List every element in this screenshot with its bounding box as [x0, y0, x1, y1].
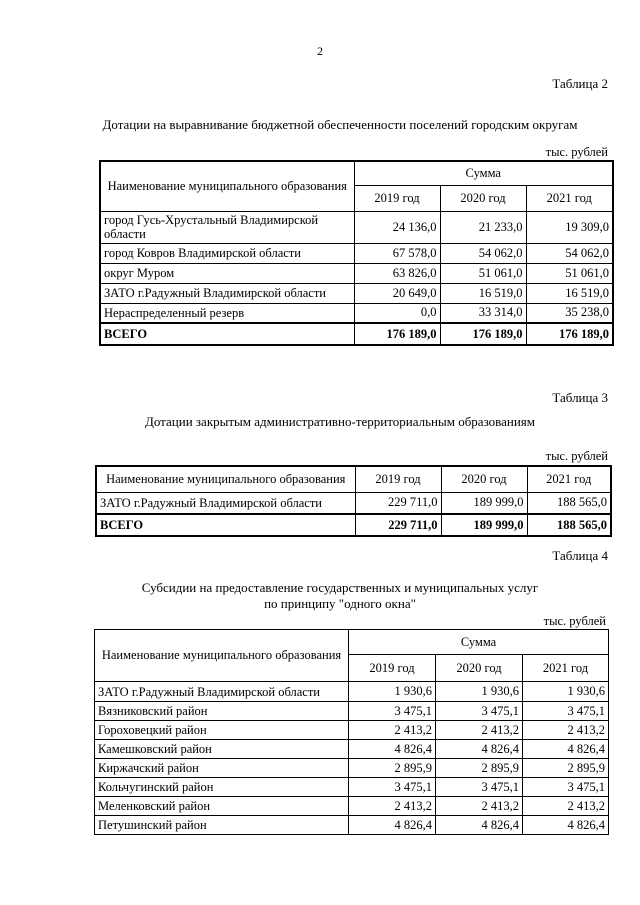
cell-value: 3 475,1 [523, 778, 609, 797]
table-row [96, 492, 611, 514]
table-2-head-sum: Сумма [354, 161, 613, 185]
cell-value: 33 314,0 [440, 303, 526, 323]
table-row [100, 211, 613, 243]
table-2-unit: тыс. рублей [545, 145, 608, 159]
cell-value: 24 136,0 [354, 211, 440, 243]
table-row [95, 740, 609, 759]
table-3-year: 2021 год [527, 466, 611, 492]
table-4-year: 2019 год [349, 655, 436, 682]
row-name: Нераспределенный резерв [100, 303, 354, 323]
row-name: Гороховецкий район [95, 721, 349, 740]
cell-value: 4 826,4 [523, 816, 609, 835]
table-4-title-line-1: Субсидии на предоставление государственных и муниципальных услуг [141, 580, 539, 595]
cell-value: 54 062,0 [440, 243, 526, 263]
cell-value: 54 062,0 [526, 243, 613, 263]
cell-value: 19 309,0 [526, 211, 613, 243]
table-3-title: Дотации закрытым административно-территориальным образованиям [144, 414, 535, 429]
table-row [100, 263, 613, 283]
cell-value: 2 413,2 [349, 797, 436, 816]
cell-value: 16 519,0 [440, 283, 526, 303]
table-3-label: Таблица 3 [552, 390, 608, 405]
row-name: город Гусь-Хрустальный Владимирской области [100, 211, 354, 243]
cell-value: 2 413,2 [523, 797, 609, 816]
total-value: 188 565,0 [527, 514, 611, 536]
table-2-title: Дотации на выравнивание бюджетной обеспеченности поселений городским округам [102, 117, 578, 132]
cell-value: 3 475,1 [436, 702, 523, 721]
table-2-year: 2019 год [354, 185, 440, 211]
table-2-year: 2020 год [440, 185, 526, 211]
cell-value: 16 519,0 [526, 283, 613, 303]
table-3-year: 2019 год [355, 466, 441, 492]
cell-value: 4 826,4 [349, 740, 436, 759]
row-name: Кольчугинский район [95, 778, 349, 797]
cell-value: 4 826,4 [436, 816, 523, 835]
table-row [95, 721, 609, 740]
cell-value: 3 475,1 [349, 778, 436, 797]
table-4-unit: тыс. рублей [543, 614, 606, 628]
cell-value: 1 930,6 [523, 682, 609, 702]
cell-value: 2 413,2 [436, 797, 523, 816]
row-name: Петушинский район [95, 816, 349, 835]
table-row [95, 702, 609, 721]
cell-value: 0,0 [354, 303, 440, 323]
row-name: Киржачский район [95, 759, 349, 778]
table-3-year: 2020 год [441, 466, 527, 492]
row-name: Камешковский район [95, 740, 349, 759]
row-name: Меленковский район [95, 797, 349, 816]
cell-value: 2 895,9 [349, 759, 436, 778]
total-row [100, 323, 613, 345]
row-name: Вязниковский район [95, 702, 349, 721]
cell-value: 67 578,0 [354, 243, 440, 263]
cell-value: 20 649,0 [354, 283, 440, 303]
total-label: ВСЕГО [96, 514, 355, 536]
table-2-label: Таблица 2 [552, 76, 608, 91]
table-4-title-line-2: по принципу "одного окна" [264, 596, 416, 611]
table-4-year: 2021 год [523, 655, 609, 682]
cell-value: 4 826,4 [436, 740, 523, 759]
table-4 [94, 629, 609, 835]
cell-value: 2 895,9 [436, 759, 523, 778]
table-4-head-sum: Сумма [349, 630, 609, 655]
table-row [95, 759, 609, 778]
total-value: 229 711,0 [355, 514, 441, 536]
table-4-label: Таблица 4 [552, 548, 608, 563]
table-3-unit: тыс. рублей [545, 449, 608, 463]
cell-value: 1 930,6 [436, 682, 523, 702]
cell-value: 1 930,6 [349, 682, 436, 702]
table-2 [99, 160, 614, 346]
total-value: 189 999,0 [441, 514, 527, 536]
cell-value: 229 711,0 [355, 492, 441, 514]
cell-value: 21 233,0 [440, 211, 526, 243]
table-row [100, 283, 613, 303]
cell-value: 3 475,1 [349, 702, 436, 721]
table-3-head-name: Наименование муниципального образования [96, 466, 355, 492]
row-name: округ Муром [100, 263, 354, 283]
cell-value: 35 238,0 [526, 303, 613, 323]
row-name: ЗАТО г.Радужный Владимирской области [100, 283, 354, 303]
table-row [95, 682, 609, 702]
table-row [95, 816, 609, 835]
total-label: ВСЕГО [100, 323, 354, 345]
cell-value: 2 413,2 [523, 721, 609, 740]
cell-value: 3 475,1 [523, 702, 609, 721]
cell-value: 51 061,0 [526, 263, 613, 283]
total-value: 176 189,0 [440, 323, 526, 345]
cell-value: 188 565,0 [527, 492, 611, 514]
table-4-year: 2020 год [436, 655, 523, 682]
cell-value: 3 475,1 [436, 778, 523, 797]
cell-value: 4 826,4 [349, 816, 436, 835]
table-row [100, 303, 613, 323]
row-name: город Ковров Владимирской области [100, 243, 354, 263]
row-name: ЗАТО г.Радужный Владимирской области [96, 492, 355, 514]
row-name: ЗАТО г.Радужный Владимирской области [95, 682, 349, 702]
total-value: 176 189,0 [526, 323, 613, 345]
cell-value: 2 413,2 [436, 721, 523, 740]
table-3 [95, 465, 612, 537]
cell-value: 189 999,0 [441, 492, 527, 514]
table-row [95, 778, 609, 797]
total-value: 176 189,0 [354, 323, 440, 345]
cell-value: 51 061,0 [440, 263, 526, 283]
cell-value: 2 413,2 [349, 721, 436, 740]
page-number: 2 [317, 44, 323, 58]
table-2-head-name: Наименование муниципального образования [100, 161, 354, 211]
cell-value: 63 826,0 [354, 263, 440, 283]
total-row [96, 514, 611, 536]
table-4-head-name: Наименование муниципального образования [95, 630, 349, 682]
table-row [100, 243, 613, 263]
table-row [95, 797, 609, 816]
table-2-year: 2021 год [526, 185, 613, 211]
table-4-title [60, 580, 620, 612]
cell-value: 4 826,4 [523, 740, 609, 759]
cell-value: 2 895,9 [523, 759, 609, 778]
